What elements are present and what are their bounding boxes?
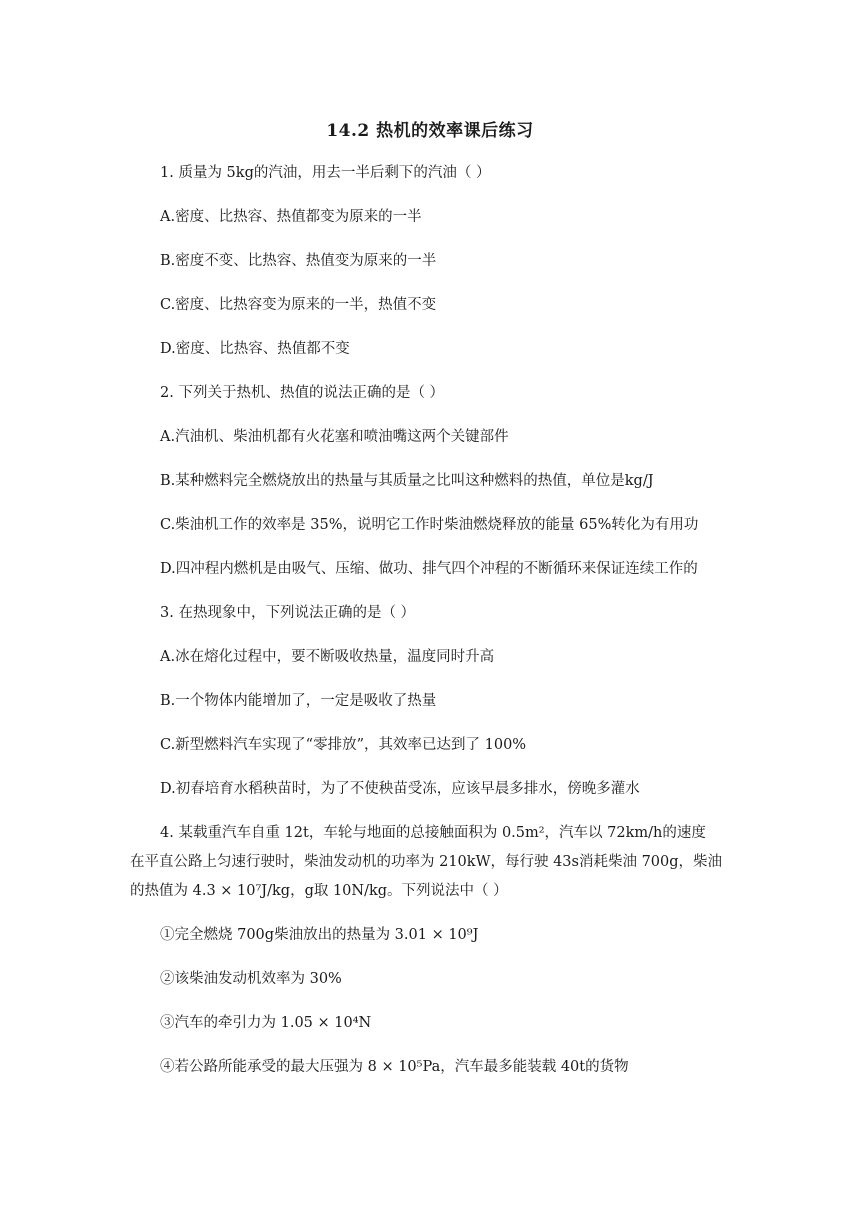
- q1-option-a: A.密度、比热容、热值都变为原来的一半: [160, 209, 422, 225]
- q1-stem: 1. 质量为 5kg的汽油，用去一半后剩下的汽油（ ）: [160, 165, 491, 181]
- q1-option-b: B.密度不变、比热容、热值变为原来的一半: [160, 253, 437, 269]
- q2-option-a: A.汽油机、柴油机都有火花塞和喷油嘴这两个关键部件: [160, 429, 509, 445]
- q2-stem: 2. 下列关于热机、热值的说法正确的是（ ）: [160, 385, 445, 401]
- q2-option-b: B.某种燃料完全燃烧放出的热量与其质量之比叫这种燃料的热值，单位是kg/J: [160, 473, 654, 489]
- q3-option-a: A.冰在熔化过程中，要不断吸收热量，温度同时升高: [160, 649, 495, 665]
- page-title: 14.2 热机的效率课后练习: [326, 121, 534, 141]
- q3-option-c: C.新型燃料汽车实现了“零排放”，其效率已达到了 100%: [160, 737, 527, 753]
- q4-stem-line-1: 4. 某载重汽车自重 12t，车轮与地面的总接触面积为 0.5m²，汽车以 72km/h的速度: [160, 825, 706, 841]
- q3-option-d: D.初春培育水稻秧苗时，为了不使秧苗受冻，应该早晨多排水，傍晚多灌水: [160, 781, 640, 797]
- q1-option-c: C.密度、比热容变为原来的一半，热值不变: [160, 297, 437, 313]
- q4-statement-3: ③汽车的牵引力为 1.05 × 10⁴N: [160, 1015, 372, 1031]
- q4-stem-line-3: 的热值为 4.3 × 10⁷J/kg，g取 10N/kg。下列说法中（ ）: [130, 883, 508, 899]
- q4-statement-1: ①完全燃烧 700g柴油放出的热量为 3.01 × 10⁹J: [160, 927, 479, 943]
- q2-option-d: D.四冲程内燃机是由吸气、压缩、做功、排气四个冲程的不断循环来保证连续工作的: [160, 561, 698, 577]
- q4-statement-2: ②该柴油发动机效率为 30%: [160, 971, 342, 987]
- q3-option-b: B.一个物体内能增加了，一定是吸收了热量: [160, 693, 437, 709]
- q4-statement-4: ④若公路所能承受的最大压强为 8 × 10⁵Pa，汽车最多能装载 40t的货物: [160, 1059, 629, 1075]
- q2-option-c: C.柴油机工作的效率是 35%，说明它工作时柴油燃烧释放的能量 65%转化为有用功: [160, 517, 699, 533]
- q3-stem: 3. 在热现象中，下列说法正确的是（ ）: [160, 605, 416, 621]
- q1-option-d: D.密度、比热容、热值都不变: [160, 341, 350, 357]
- q4-stem-line-2: 在平直公路上匀速行驶时，柴油发动机的功率为 210kW，每行驶 43s消耗柴油 700g，柴油: [130, 854, 723, 870]
